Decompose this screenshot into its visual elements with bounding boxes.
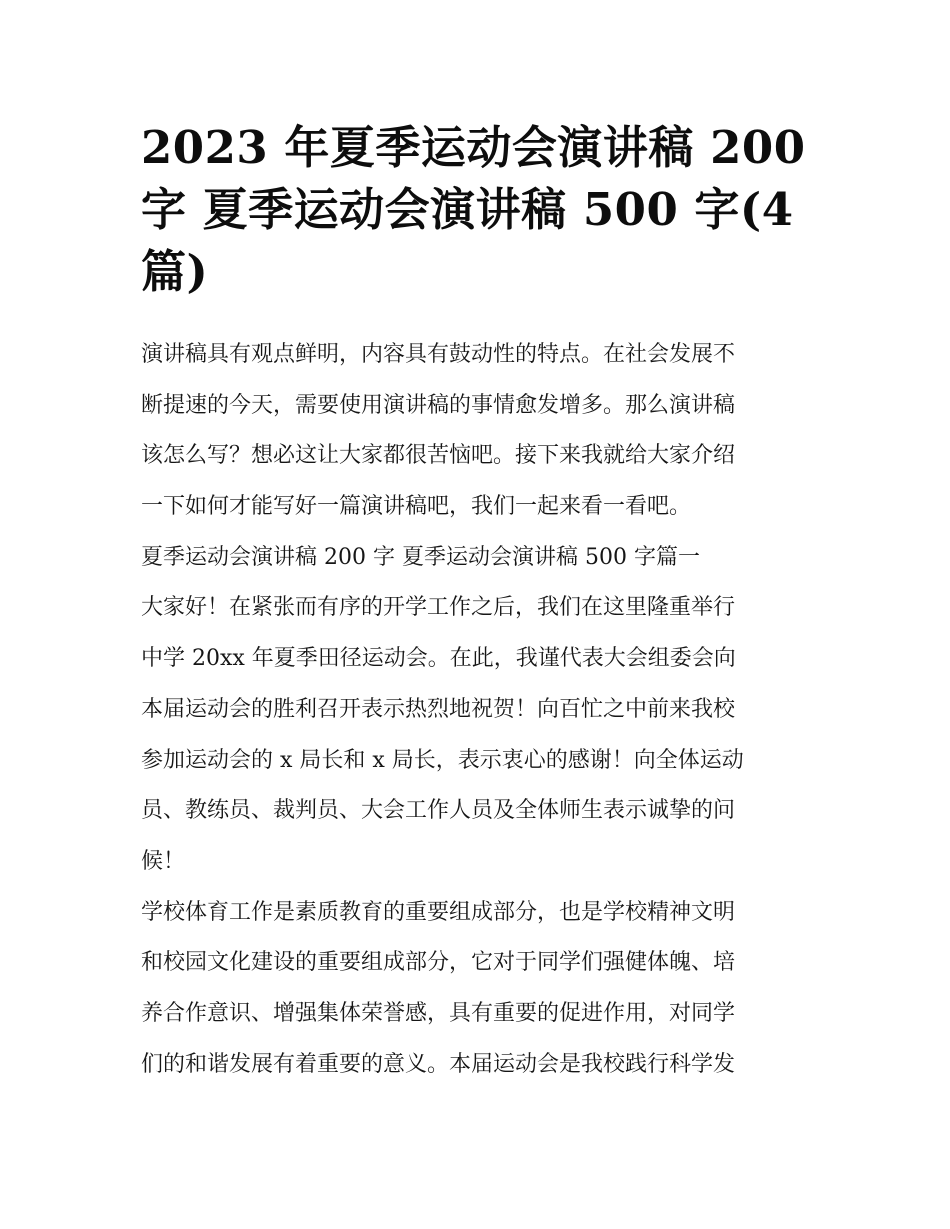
document-title <box>141 118 813 302</box>
speech-line: 学校体育工作是素质教育的重要组成部分，也是学校精神文明 <box>141 899 736 925</box>
document-body <box>141 330 813 1090</box>
speech-line: 大家好！在紧张而有序的开学工作之后，我们在这里隆重举行 <box>141 595 736 621</box>
intro-line: 该怎么写？想必这让大家都很苦恼吧。接下来我就给大家介绍 <box>141 443 736 469</box>
title-line: 字 夏季运动会演讲稿 500 字(4 <box>141 183 794 236</box>
intro-line: 断提速的今天，需要使用演讲稿的事情愈发增多。那么演讲稿 <box>141 392 736 418</box>
section-heading: 夏季运动会演讲稿 200 字 夏季运动会演讲稿 500 字篇一 <box>141 544 700 570</box>
title-line: 2023 年夏季运动会演讲稿 200 <box>141 121 806 174</box>
speech-line: 和校园文化建设的重要组成部分，它对于同学们强健体魄、培 <box>141 950 736 976</box>
speech-line: 本届运动会的胜利召开表示热烈地祝贺！向百忙之中前来我校 <box>141 696 736 722</box>
speech-line: 员、教练员、裁判员、大会工作人员及全体师生表示诚挚的问 <box>141 798 736 824</box>
intro-line: 演讲稿具有观点鲜明，内容具有鼓动性的特点。在社会发展不 <box>141 342 736 367</box>
speech-line: 中学 20xx 年夏季田径运动会。在此，我谨代表大会组委会向 <box>141 646 736 672</box>
speech-line: 养合作意识、增强集体荣誉感，具有重要的促进作用，对同学 <box>141 1000 736 1026</box>
title-line: 篇) <box>141 245 209 298</box>
speech-line: 们的和谐发展有着重要的意义。本届运动会是我校践行科学发 <box>141 1051 736 1077</box>
speech-line: 参加运动会的 x 局长和 x 局长，表示衷心的感谢！向全体运动 <box>141 747 744 773</box>
speech-line: 候！ <box>141 848 186 874</box>
intro-line: 一下如何才能写好一篇演讲稿吧，我们一起来看一看吧。 <box>141 494 692 520</box>
document-content <box>141 118 813 1090</box>
